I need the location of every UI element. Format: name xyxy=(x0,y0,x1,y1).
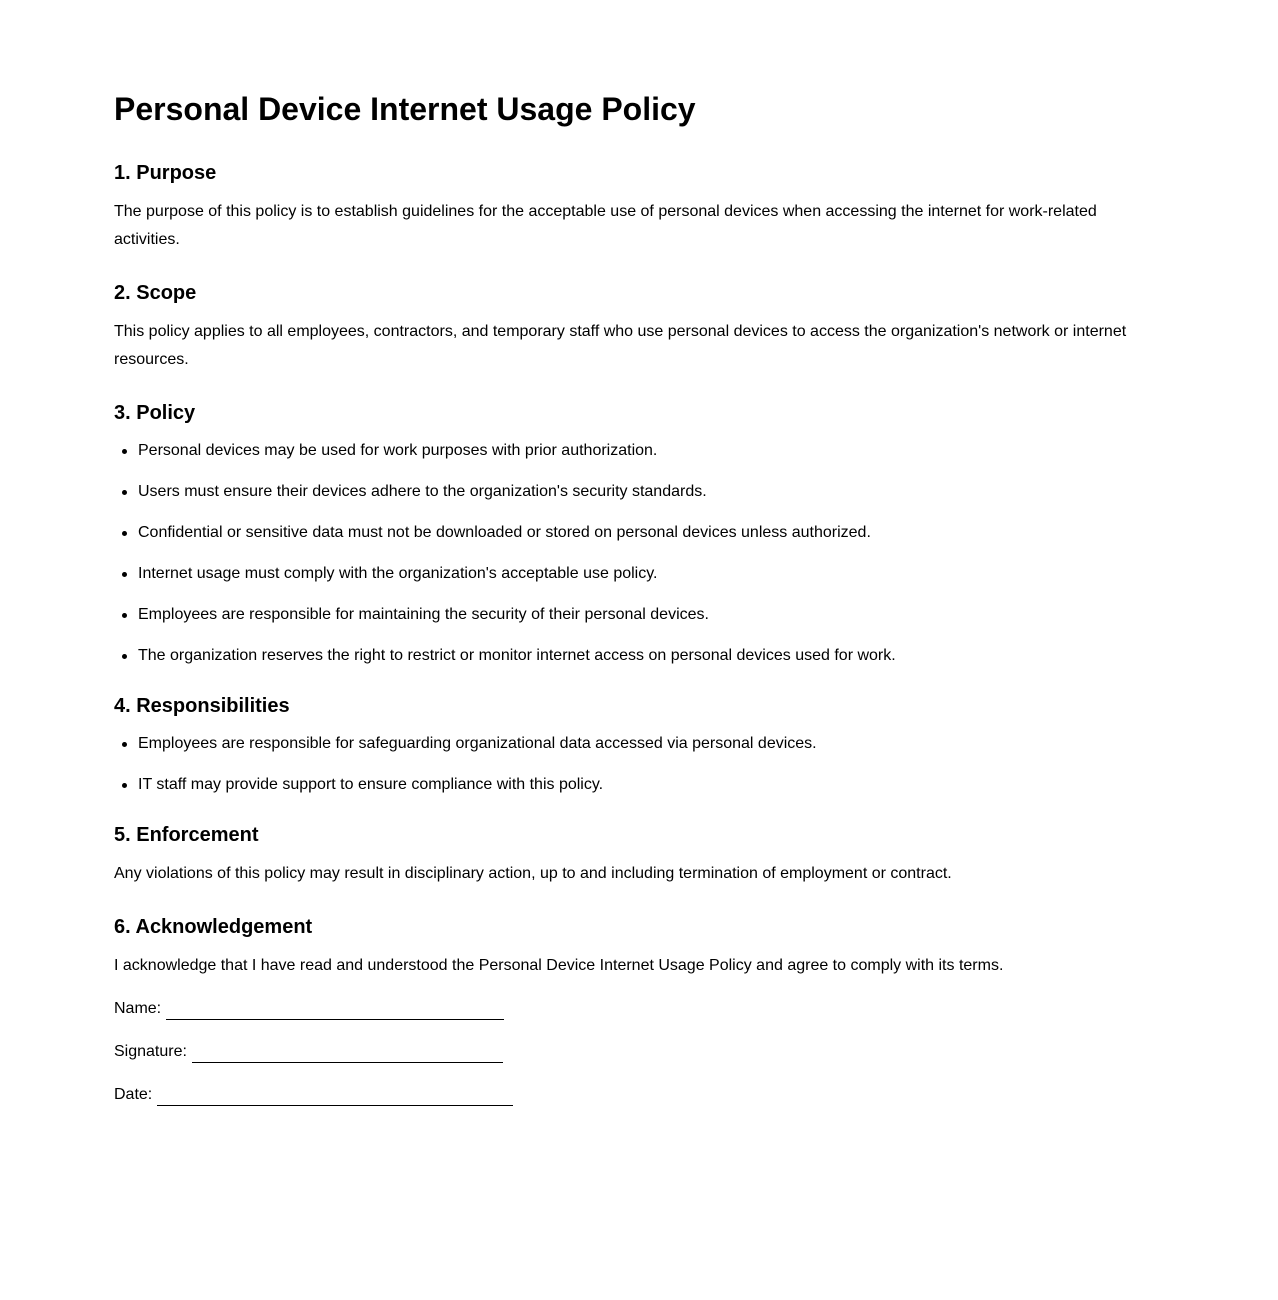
list-item-text: Internet usage must comply with the organization's acceptable use policy. xyxy=(138,565,658,582)
enforcement-text: Any violations of this policy may result in disciplinary action, up to and including termination of employment or contract. xyxy=(114,865,952,882)
enforcement-heading: 5. Enforcement xyxy=(114,824,259,846)
acknowledgement-heading: 6. Acknowledgement xyxy=(114,916,313,938)
date-line[interactable] xyxy=(157,1089,513,1106)
scope-text: This policy applies to all employees, contractors, and temporary staff who use personal devices to access the organization's network or internet resources. xyxy=(114,323,1127,368)
signature-field[interactable] xyxy=(114,1041,1144,1063)
bullet-icon xyxy=(122,654,127,659)
list-item xyxy=(138,645,1144,667)
list-item-text: Confidential or sensitive data must not be downloaded or stored on personal devices unless authorized. xyxy=(138,524,871,541)
list-item-text: Users must ensure their devices adhere to the organization's security standards. xyxy=(138,483,707,500)
bullet-icon xyxy=(122,531,127,536)
signature-line[interactable] xyxy=(192,1046,503,1063)
list-item-text: Employees are responsible for safeguarding organizational data accessed via personal devices. xyxy=(138,735,817,752)
bullet-icon xyxy=(122,613,127,618)
list-item-text: Employees are responsible for maintaining the security of their personal devices. xyxy=(138,606,709,623)
date-label: Date: xyxy=(114,1086,153,1103)
name-line[interactable] xyxy=(166,1003,504,1020)
list-item xyxy=(138,604,1144,626)
name-field[interactable] xyxy=(114,998,1144,1020)
bullet-icon xyxy=(122,742,127,747)
list-item xyxy=(138,440,1144,462)
list-item-text: The organization reserves the right to restrict or monitor internet access on personal devices used for work. xyxy=(138,647,896,664)
list-item xyxy=(138,733,1144,755)
list-item-text: Personal devices may be used for work purposes with prior authorization. xyxy=(138,442,658,459)
purpose-heading: 1. Purpose xyxy=(114,162,217,184)
bullet-icon xyxy=(122,572,127,577)
scope-heading: 2. Scope xyxy=(114,282,197,304)
name-label: Name: xyxy=(114,1000,162,1017)
policy-list xyxy=(114,440,1144,667)
purpose-text: The purpose of this policy is to establish guidelines for the acceptable use of personal devices when accessing the internet for work-related activities. xyxy=(114,203,1097,248)
acknowledgement-text: I acknowledge that I have read and understood the Personal Device Internet Usage Policy and agree to comply with its terms. xyxy=(114,957,1004,974)
list-item xyxy=(138,481,1144,503)
bullet-icon xyxy=(122,490,127,495)
bullet-icon xyxy=(122,449,127,454)
responsibilities-heading: 4. Responsibilities xyxy=(114,695,290,717)
date-field[interactable] xyxy=(114,1084,1144,1106)
list-item xyxy=(138,563,1144,585)
policy-heading: 3. Policy xyxy=(114,402,196,424)
list-item xyxy=(138,774,1144,796)
list-item xyxy=(138,522,1144,544)
list-item-text: IT staff may provide support to ensure compliance with this policy. xyxy=(138,776,604,793)
bullet-icon xyxy=(122,783,127,788)
document-title: Personal Device Internet Usage Policy xyxy=(114,91,696,127)
signature-label: Signature: xyxy=(114,1043,187,1060)
responsibilities-list xyxy=(114,733,1144,796)
